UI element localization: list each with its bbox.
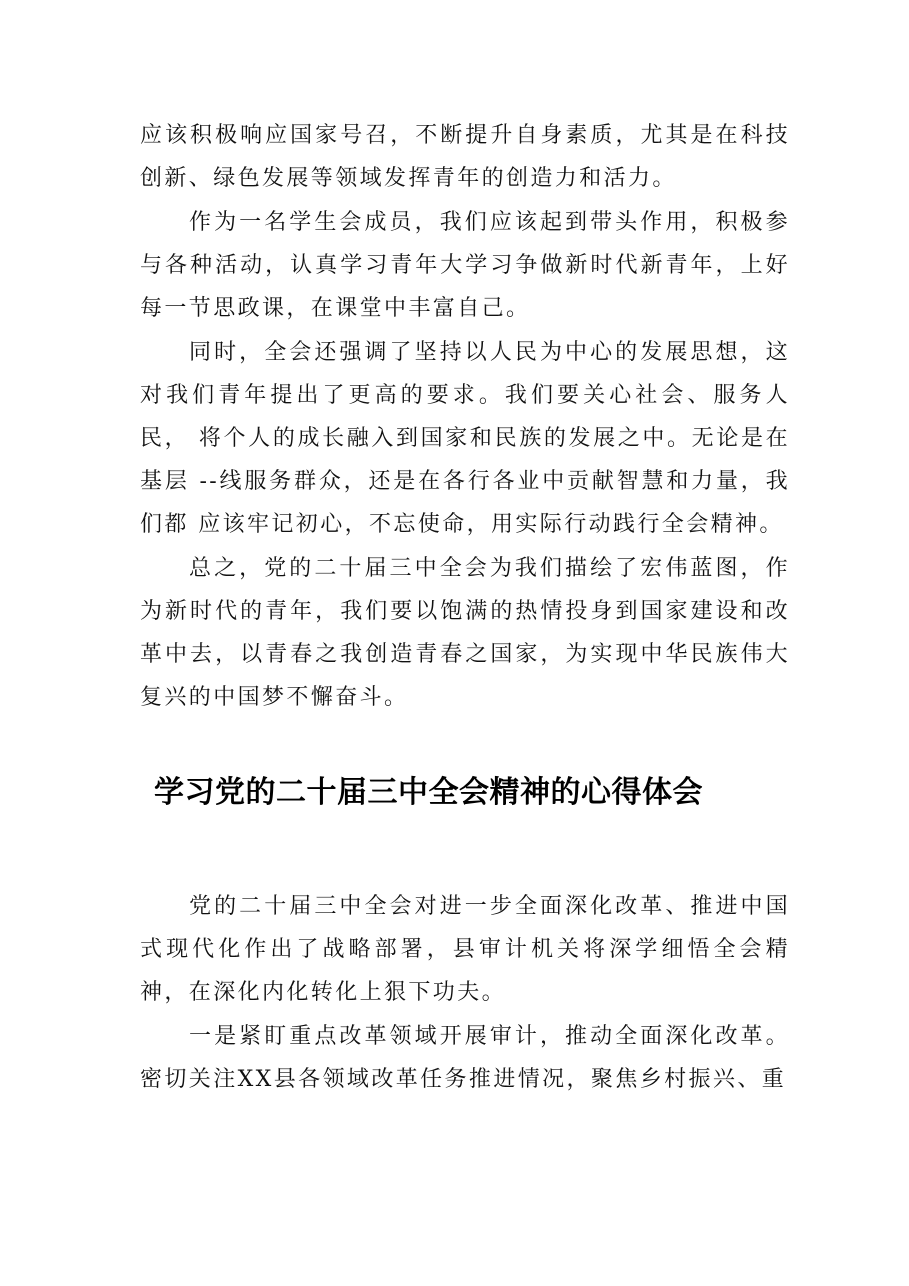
body-paragraph-1: 应该积极响应国家号召，不断提升自身素质，尤其是在科技创新、绿色发展等领域发挥青年的创造力和活力。 (140, 123, 790, 191)
document-page (140, 114, 790, 1101)
body-paragraph-5: 党的二十届三中全会对进一步全面深化改革、推进中国式现代化作出了战略部署，县审计机关将深学细悟全会精神，在深化内化转化上狠下功夫。 (140, 894, 790, 1005)
body-paragraph-4: 总之，党的二十届三中全会为我们描绘了宏伟蓝图，作为新时代的青年，我们要以饱满的热情投身到国家建设和改革中去，以青春之我创造青春之国家，为实现中华民族伟大复兴的中国梦不懈奋斗。 (140, 556, 790, 710)
section-title: 学习党的二十届三中全会精神的心得体会 (154, 775, 703, 810)
body-paragraph-2: 作为一名学生会成员，我们应该起到带头作用，积极参与各种活动，认真学习青年大学习争做新时代新青年，上好每一节思政课，在课堂中丰富自己。 (140, 210, 790, 321)
body-paragraph-3: 同时，全会还强调了坚持以人民为中心的发展思想，这对我们青年提出了更高的要求。我们要关心社会、服务人民， 将个人的成长融入到国家和民族的发展之中。无论是在基层 --线服务群众，还是在各行各业中贡献智慧和力量，我们都 应该牢记初心，不忘使命，用实际行动践行全会精神。 (140, 340, 790, 537)
body-paragraph-6: 一是紧盯重点改革领域开展审计，推动全面深化改革。密切关注XX县各领域改革任务推进情况，聚焦乡村振兴、重 (140, 1024, 790, 1092)
